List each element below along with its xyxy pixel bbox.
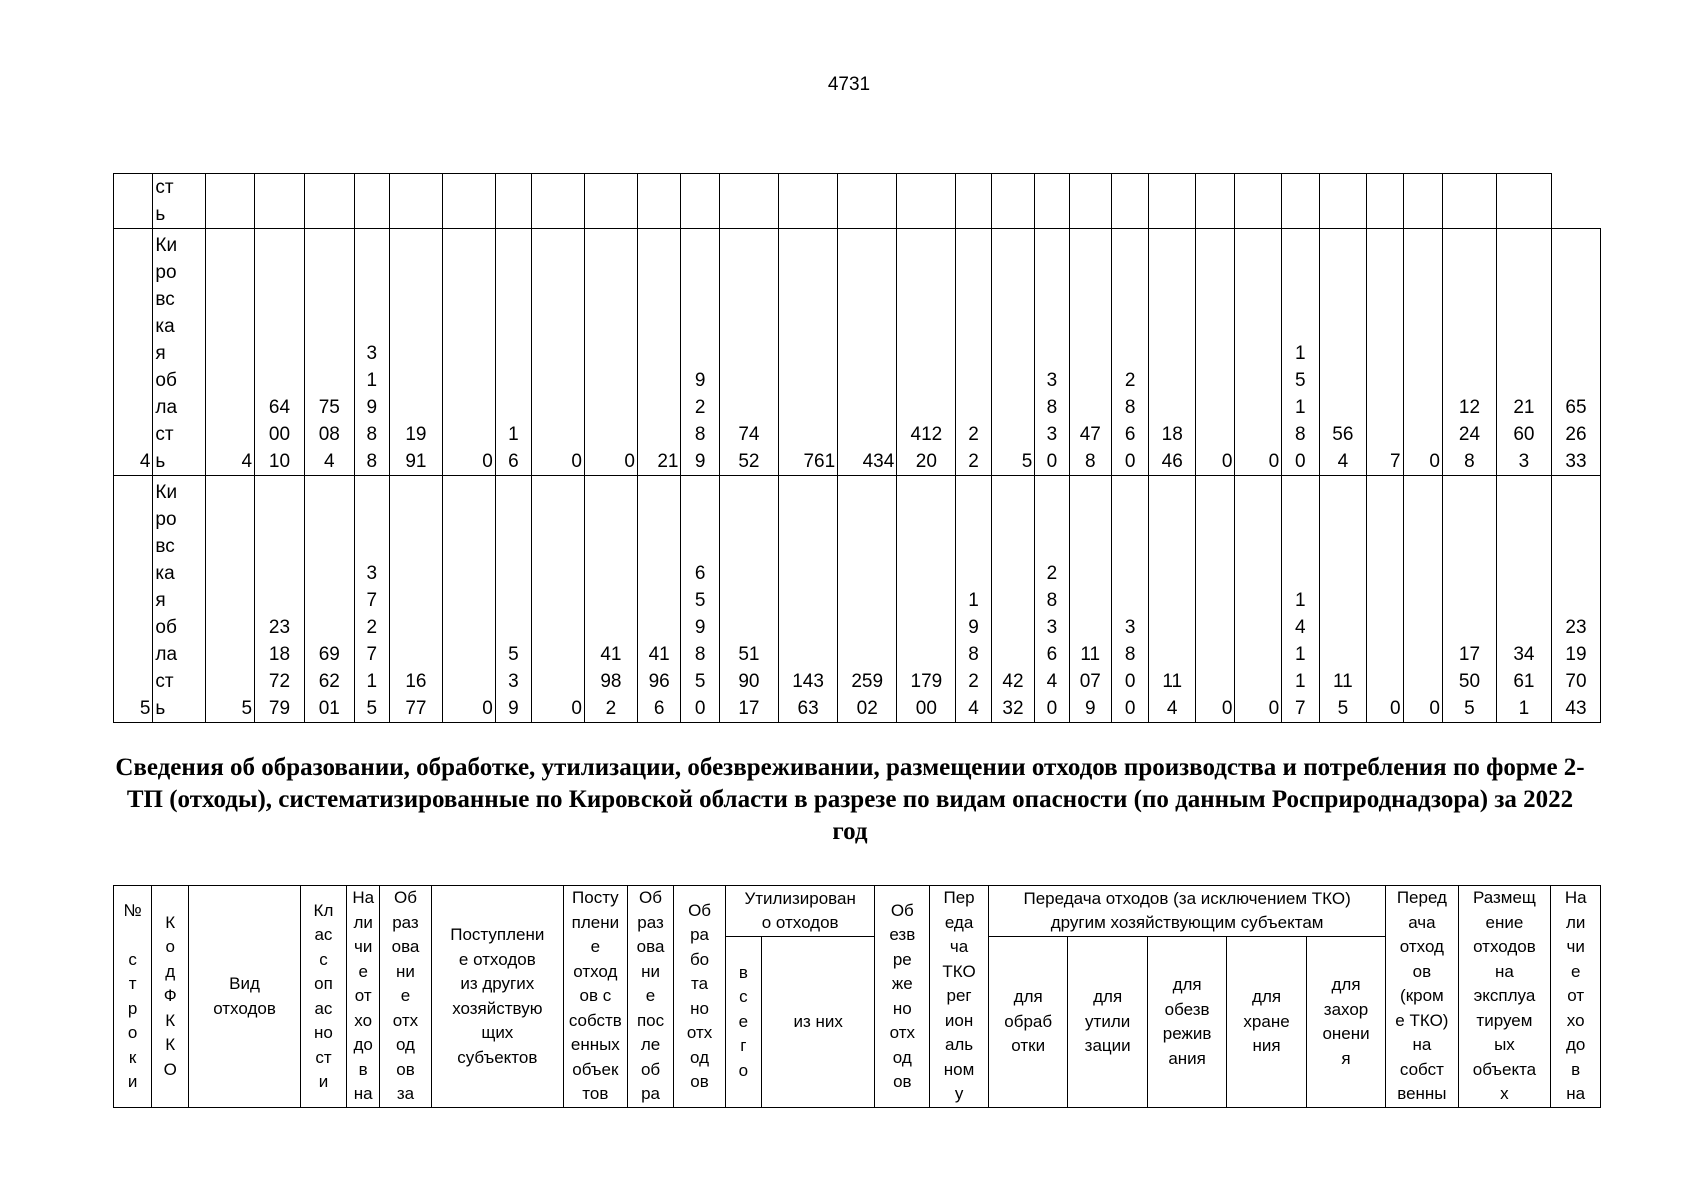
table-cell: 0 <box>1403 476 1442 723</box>
table-cell: 64 00 10 <box>255 229 305 476</box>
table-cell: 0 <box>1196 229 1235 476</box>
table-cell <box>442 174 495 229</box>
table-cell: 9 2 8 9 <box>681 229 719 476</box>
table-cell: 2 8 3 6 4 0 <box>1035 476 1069 723</box>
table-cell: 0 <box>442 229 495 476</box>
table-cell: 0 <box>1235 229 1282 476</box>
table-cell: 0 <box>1403 229 1442 476</box>
row-number-cell <box>114 174 153 229</box>
table-cell: 179 00 <box>897 476 956 723</box>
table-cell: 69 62 01 <box>304 476 354 723</box>
header-received-other: Поступлени е отходов из других хозяйствую щих субъектов <box>431 886 563 1108</box>
header-hazard-class: Кл ас с оп ас но ст и <box>300 886 346 1108</box>
table-cell <box>1149 174 1196 229</box>
table-cell: 1 9 8 2 4 <box>956 476 991 723</box>
continuation-data-table <box>113 173 1601 723</box>
table-cell <box>1496 174 1551 229</box>
table-cell: 16 77 <box>389 476 442 723</box>
header-generated-after: Об раз ова ни е пос ле об ра <box>627 886 673 1108</box>
header-generated: Об раз ова ни е отх од ов за <box>380 886 432 1108</box>
table-cell: 412 20 <box>897 229 956 476</box>
table-cell: 4 <box>206 229 255 476</box>
table-cell: 12 24 8 <box>1442 229 1496 476</box>
header-for-neutralization: для обезв режив ания <box>1147 937 1226 1108</box>
table-cell <box>991 174 1035 229</box>
header-for-utilization: для утили зации <box>1068 937 1147 1108</box>
header-placement: Размещ ение отходов на эксплуа тируем ых объекта х <box>1458 886 1551 1108</box>
table-cell <box>719 174 778 229</box>
table-cell <box>779 174 838 229</box>
table-cell: 1 6 <box>495 229 531 476</box>
table-cell: 3 8 3 0 <box>1035 229 1069 476</box>
header-for-processing: для обраб отки <box>988 937 1067 1108</box>
table-cell <box>1112 174 1149 229</box>
table-cell: 21 60 3 <box>1496 229 1551 476</box>
table-cell: 0 <box>442 476 495 723</box>
table-cell <box>584 174 637 229</box>
table-cell: 47 8 <box>1069 229 1112 476</box>
table-cell <box>1403 174 1442 229</box>
table-cell: 0 <box>1196 476 1235 723</box>
table-cell: 11 4 <box>1149 476 1196 723</box>
row-number-cell: 5 <box>114 476 153 723</box>
table-cell <box>255 174 305 229</box>
table-cell: 41 98 2 <box>584 476 637 723</box>
table-cell: 3 7 2 7 1 5 <box>354 476 389 723</box>
table-cell: 11 07 9 <box>1069 476 1112 723</box>
header-tko-transfer: Пер еда ча ТКО рег ион аль ном у <box>930 886 989 1108</box>
table-cell: 0 <box>1367 476 1403 723</box>
table-cell: 5 3 9 <box>495 476 531 723</box>
table-cell: 2 8 6 0 <box>1112 229 1149 476</box>
table-cell: 19 91 <box>389 229 442 476</box>
table-cell: 0 <box>532 229 585 476</box>
table-cell <box>897 174 956 229</box>
table-cell: 23 19 70 43 <box>1551 476 1600 723</box>
table-cell: 11 5 <box>1319 476 1367 723</box>
table-cell: 56 4 <box>1319 229 1367 476</box>
header-available-end: На ли чи е от хо до в на <box>1551 886 1601 1108</box>
row-number-cell: 4 <box>114 229 153 476</box>
table-cell <box>532 174 585 229</box>
header-fkko-code: К о д Ф К К О <box>152 886 189 1108</box>
table-cell <box>1442 174 1496 229</box>
table-cell: 74 52 <box>719 229 778 476</box>
table-cell: 42 32 <box>991 476 1035 723</box>
table-cell <box>1235 174 1282 229</box>
table-cell: 1 4 1 1 7 <box>1282 476 1319 723</box>
table-cell <box>304 174 354 229</box>
table-cell: 259 02 <box>838 476 897 723</box>
table-cell: 143 63 <box>779 476 838 723</box>
table-cell: 0 <box>584 229 637 476</box>
table-cell: 51 90 17 <box>719 476 778 723</box>
header-transfer-group: Передача отходов (за исключением ТКО) другим хозяйствующим субъектам <box>988 886 1385 937</box>
header-available-start: На ли чи е от хо до в на <box>347 886 380 1108</box>
table-cell: 34 61 1 <box>1496 476 1551 723</box>
header-utilized-total: в с е г о <box>725 937 761 1108</box>
table-cell: 41 96 6 <box>637 476 681 723</box>
table-cell <box>1319 174 1367 229</box>
table-cell <box>681 174 719 229</box>
table-cell: 6 5 9 8 5 0 <box>681 476 719 723</box>
table-cell: 3 8 0 0 <box>1112 476 1149 723</box>
table-cell: 5 <box>991 229 1035 476</box>
table-cell: 7 <box>1367 229 1403 476</box>
table-cell <box>838 174 897 229</box>
table-cell: 434 <box>838 229 897 476</box>
table-cell: 761 <box>779 229 838 476</box>
table-cell <box>637 174 681 229</box>
region-name-cell: ст ь <box>153 174 206 229</box>
header-utilized-group: Утилизирован о отходов <box>725 886 875 937</box>
region-name-cell: Ки ро вс ка я об ла ст ь <box>153 229 206 476</box>
table-cell <box>1282 174 1319 229</box>
table-cell <box>495 174 531 229</box>
table-cell: 2 2 <box>956 229 991 476</box>
table-cell: 23 18 72 79 <box>255 476 305 723</box>
table-cell: 0 <box>1235 476 1282 723</box>
document-title: Сведения об образовании, обработке, утилизации, обезвреживании, размещении отходов производства и потребления по форме 2-ТП (отходы), систематизированные по Кировской области в разрезе по видам опасности (по данным Росприроднадзора) за 2022 год <box>115 754 1585 845</box>
table-cell: 1 5 1 8 0 <box>1282 229 1319 476</box>
table-cell <box>956 174 991 229</box>
header-neutralized: Об езв ре же но отх од ов <box>875 886 930 1108</box>
table-cell: 21 <box>637 229 681 476</box>
header-transfer-own: Перед ача отход ов (кром е ТКО) на собст венны <box>1386 886 1458 1108</box>
table-row <box>114 476 1601 723</box>
header-for-burial: для захор онени я <box>1306 937 1386 1108</box>
table-cell: 0 <box>532 476 585 723</box>
table-cell <box>206 174 255 229</box>
header-row-number: № с т р о к и <box>114 886 152 1108</box>
table-cell <box>354 174 389 229</box>
table-cell: 17 50 5 <box>1442 476 1496 723</box>
region-name-cell: Ки ро вс ка я об ла ст ь <box>153 476 206 723</box>
table-cell: 5 <box>206 476 255 723</box>
table-cell <box>1196 174 1235 229</box>
table-row <box>114 229 1601 476</box>
table-cell <box>1367 174 1403 229</box>
waste-table-header <box>113 885 1601 1108</box>
table-row <box>114 174 1601 229</box>
header-for-storage: для хране ния <box>1227 937 1306 1108</box>
table-cell: 75 08 4 <box>304 229 354 476</box>
page-number: 4731 <box>827 74 871 95</box>
header-received-own: Посту плени е отход ов с собств енных объек тов <box>563 886 627 1108</box>
table-cell: 18 46 <box>1149 229 1196 476</box>
header-processed: Об ра бо та но отх од ов <box>674 886 726 1108</box>
table-cell <box>1069 174 1112 229</box>
table-cell: 3 1 9 8 8 <box>354 229 389 476</box>
header-waste-type: Вид отходов <box>189 886 300 1108</box>
table-cell: 65 26 33 <box>1551 229 1600 476</box>
table-cell <box>1035 174 1069 229</box>
table-cell <box>389 174 442 229</box>
header-utilized-of-them: из них <box>761 937 875 1108</box>
